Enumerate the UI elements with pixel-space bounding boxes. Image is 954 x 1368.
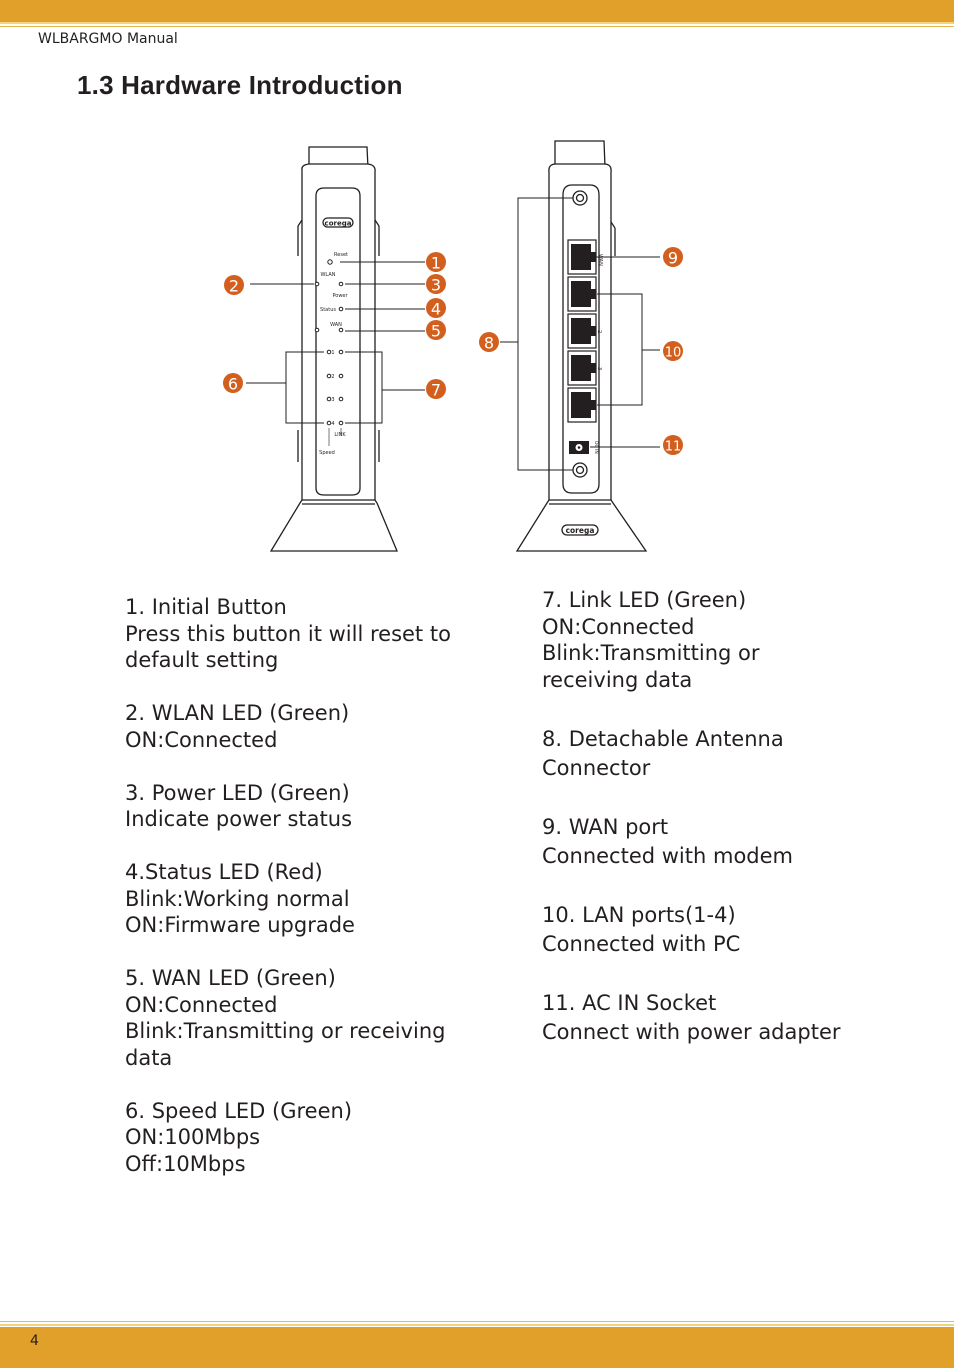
- item-line: Connected with PC: [542, 932, 741, 956]
- front-label-port1: 1: [331, 350, 335, 356]
- svg-text:2: 2: [228, 276, 240, 296]
- svg-text:8: 8: [483, 333, 495, 353]
- front-label-wlan: WLAN: [320, 272, 336, 278]
- item-line: Blink:Transmitting or receiving: [125, 1019, 446, 1043]
- item-line: Press this button it will reset to: [125, 621, 451, 646]
- front-label-speed: Speed: [319, 450, 335, 456]
- item-line: Connected with modem: [542, 844, 793, 868]
- item-line: data: [125, 1045, 173, 1070]
- svg-text:9: 9: [667, 248, 679, 268]
- front-label-port4: 4: [331, 421, 335, 427]
- list-item: [125, 594, 485, 674]
- rear-label-2: 2: [596, 330, 602, 334]
- rear-label-3: 3: [596, 367, 602, 371]
- list-item: [542, 587, 902, 693]
- item-line: receiving data: [542, 667, 693, 692]
- rear-label-wan: WAN: [597, 254, 603, 266]
- svg-text:5: 5: [430, 321, 442, 341]
- callout-6: [223, 373, 243, 394]
- reset-button: [328, 260, 332, 264]
- hardware-diagram: [0, 0, 954, 600]
- svg-text:6: 6: [227, 374, 239, 394]
- list-item: [125, 965, 485, 1071]
- front-label-reset: Reset: [334, 252, 348, 258]
- link-led-4b: [339, 421, 343, 425]
- power-led: [339, 282, 343, 286]
- link-led-1a: [327, 350, 331, 354]
- item-title: 3. Power LED (Green): [125, 780, 350, 805]
- list-item: [542, 725, 902, 783]
- callout-9: [663, 247, 683, 268]
- footer-bar: [0, 1327, 954, 1368]
- item-line: ON:100Mbps: [125, 1125, 261, 1149]
- item-line: ON:Connected: [125, 992, 278, 1017]
- item-title: 8. Detachable Antenna: [542, 727, 784, 751]
- rear-brand-logo: corega: [565, 526, 595, 535]
- item-line: ON:Connected: [542, 614, 695, 639]
- callout-10: [663, 341, 683, 361]
- link-led-2b: [339, 374, 343, 378]
- svg-text:4: 4: [430, 299, 442, 319]
- footer-rule-thin: [0, 1321, 954, 1322]
- callout-11: [663, 435, 683, 455]
- list-item: [542, 813, 902, 871]
- item-title: 2. WLAN LED (Green): [125, 701, 350, 725]
- item-title: 11. AC IN Socket: [542, 991, 717, 1015]
- callout-2: [224, 275, 244, 296]
- item-title: 10. LAN ports(1-4): [542, 903, 736, 927]
- callout-8: [479, 332, 499, 353]
- callout-4: [426, 298, 446, 319]
- list-item: [125, 1098, 485, 1178]
- description-list-right: [542, 587, 902, 1047]
- svg-text:7: 7: [430, 380, 442, 400]
- status-led: [339, 307, 343, 311]
- item-title: 4.Status LED (Red): [125, 860, 323, 884]
- front-brand-logo: corega: [324, 219, 352, 228]
- callout-1: [426, 252, 446, 273]
- svg-text:10: 10: [664, 345, 682, 361]
- section-title: 1.3 Hardware Introduction: [77, 70, 403, 100]
- wlan-led: [315, 282, 319, 286]
- item-title: 9. WAN port: [542, 815, 669, 839]
- callout-3: [426, 274, 446, 295]
- link-led-1b: [339, 350, 343, 354]
- item-line: Blink:Transmitting or: [542, 641, 760, 665]
- link-led-3b: [339, 397, 343, 401]
- item-line: Connect with power adapter: [542, 1020, 841, 1044]
- item-line: Indicate power status: [125, 807, 353, 831]
- front-label-wan: WAN: [330, 322, 342, 328]
- item-line: ON:Firmware upgrade: [125, 913, 355, 937]
- page-number: 4: [30, 1333, 39, 1349]
- list-item: [125, 700, 485, 753]
- link-led-4a: [327, 421, 331, 425]
- front-label-port3: 3: [331, 397, 335, 403]
- front-label-port2: 2: [331, 374, 335, 380]
- list-item: [125, 859, 485, 939]
- callout-badges: [223, 247, 683, 455]
- wan-led-b: [339, 328, 343, 332]
- link-led-3a: [327, 397, 331, 401]
- description-list-left: [125, 594, 485, 1204]
- item-title: 5. WAN LED (Green): [125, 966, 336, 990]
- callout-7: [426, 379, 446, 400]
- link-led-2a: [327, 374, 331, 378]
- item-title: 6. Speed LED (Green): [125, 1098, 353, 1123]
- rear-label-dc: DC IN: [593, 441, 598, 454]
- list-item: [542, 989, 902, 1047]
- item-line: Off:10Mbps: [125, 1151, 246, 1176]
- svg-text:3: 3: [430, 275, 442, 295]
- front-label-status: Status: [320, 307, 336, 313]
- item-title: 1. Initial Button: [125, 595, 287, 619]
- item-line: Connector: [542, 756, 651, 780]
- callout-5: [426, 320, 446, 341]
- item-title: 7. Link LED (Green): [542, 588, 747, 612]
- item-line: Blink:Working normal: [125, 886, 350, 911]
- svg-text:11: 11: [664, 439, 682, 455]
- wan-led-a: [315, 328, 319, 332]
- router-front-view: [271, 147, 397, 551]
- list-item: [542, 901, 902, 959]
- list-item: [125, 780, 485, 833]
- footer-rule: [0, 1324, 954, 1326]
- front-label-power: Power: [332, 293, 348, 299]
- front-label-link: LINK: [334, 432, 346, 438]
- svg-text:1: 1: [430, 253, 442, 273]
- item-line: ON:Connected: [125, 727, 278, 752]
- item-line: default setting: [125, 648, 279, 672]
- manual-title: WLBARGMO Manual: [38, 31, 178, 47]
